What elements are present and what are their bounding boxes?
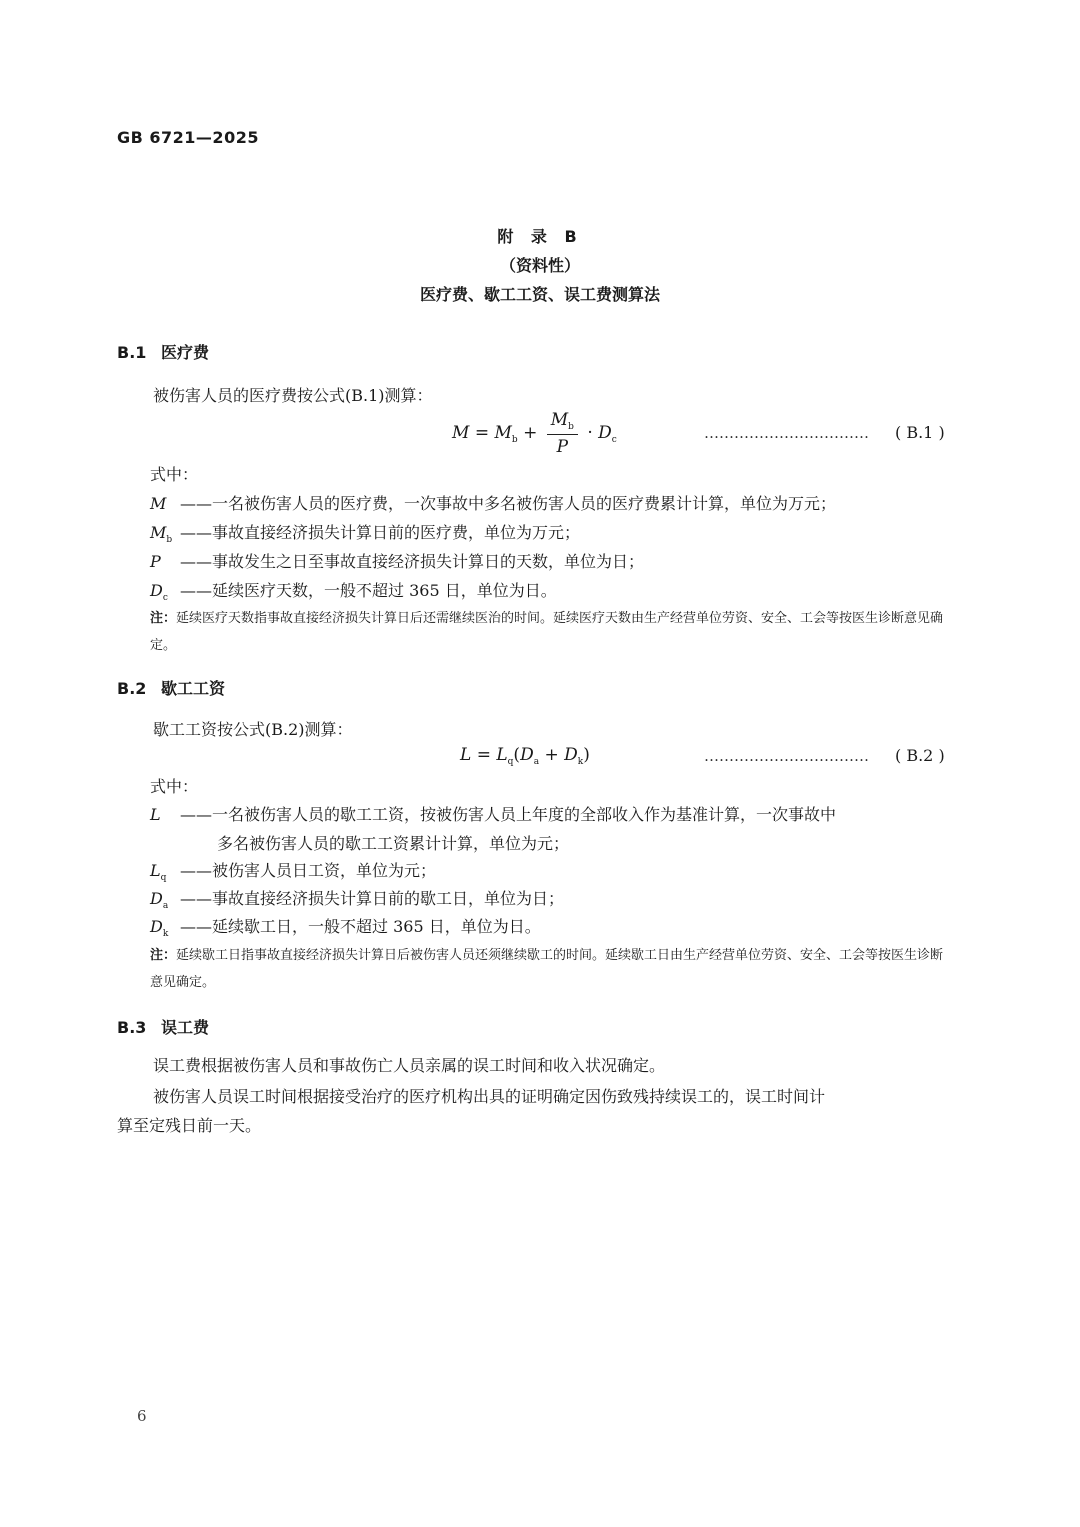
formula-symbol: L <box>460 745 472 765</box>
appendix-title: 附 录 B <box>497 227 583 246</box>
definition-symbol: D <box>150 917 163 936</box>
definition-row <box>150 520 950 545</box>
formula-dot-leader: …………………………… <box>704 424 869 442</box>
where-label: 式中： <box>150 465 199 484</box>
formula-b2 <box>460 745 590 767</box>
formula-b1 <box>452 410 617 457</box>
formula-label: ( B.1 ) <box>895 423 945 442</box>
formula-operator: = <box>476 745 491 765</box>
section-b1-heading <box>117 340 209 363</box>
definition-continuation: 多名被伤害人员的歇工工资累计计算，单位为元； <box>217 834 570 853</box>
section-title: 误工费 <box>161 1018 210 1037</box>
definition-symbol: L <box>150 861 161 880</box>
formula-symbol: D <box>520 745 534 765</box>
definition-text: ——事故直接经济损失计算日前的歇工日，单位为日； <box>180 889 565 908</box>
b3-paragraph-1: 误工费根据被伤害人员和事故伤亡人员亲属的误工时间和收入状况确定。 <box>153 1056 666 1075</box>
definition-symbol: M <box>150 494 167 513</box>
note-text: 延续医疗天数指事故直接经济损失计算日后还需继续医治的时间。延续医疗天数由生产经营单位劳资、安全、工会等按医生诊断意见确定。 <box>150 611 944 653</box>
b1-intro: 被伤害人员的医疗费按公式(B.1)测算： <box>153 386 433 405</box>
definition-symbol: D <box>150 581 163 600</box>
b2-note <box>150 942 950 996</box>
formula-subscript: b <box>511 435 518 445</box>
formula-symbol: D <box>564 745 578 765</box>
formula-subscript: q <box>507 757 514 767</box>
formula-operator: ( <box>513 745 521 765</box>
section-title: 医疗费 <box>161 343 210 362</box>
definition-text: ——事故直接经济损失计算日前的医疗费，单位为万元； <box>180 523 581 542</box>
definition-row <box>150 886 950 911</box>
definition-subscript: b <box>166 535 173 545</box>
definition-subscript: a <box>162 901 169 911</box>
formula-subscript: c <box>611 435 617 445</box>
formula-subscript: a <box>533 757 540 767</box>
definition-row <box>150 914 950 939</box>
section-b3-heading <box>117 1015 209 1038</box>
definition-symbol: P <box>150 552 161 571</box>
definition-subscript: q <box>160 873 167 883</box>
appendix-nature: （资料性） <box>499 256 580 275</box>
formula-subscript: b <box>568 422 574 432</box>
section-b2-heading <box>117 676 225 699</box>
definition-row <box>150 491 950 516</box>
definition-row <box>150 578 950 603</box>
page-number: 6 <box>137 1407 147 1425</box>
b3-paragraph-2-cont: 算至定残日前一天。 <box>117 1116 262 1135</box>
formula-operator: + <box>523 423 538 443</box>
definition-text: ——一名被伤害人员的医疗费，一次事故中多名被伤害人员的医疗费累计计算，单位为万元； <box>180 494 837 513</box>
b2-intro: 歇工工资按公式(B.2)测算： <box>153 720 353 739</box>
formula-dot-leader: …………………………… <box>704 747 869 765</box>
section-title: 歇工工资 <box>161 679 226 698</box>
formula-fraction <box>547 410 578 457</box>
note-label: 注： <box>150 611 177 626</box>
definition-symbol: M <box>150 523 167 542</box>
section-number: B.2 <box>117 679 147 698</box>
where-label: 式中： <box>150 777 199 796</box>
formula-operator: + <box>544 745 559 765</box>
note-text: 延续歇工日指事故直接经济损失计算日后被伤害人员还须继续歇工的时间。延续歇工日由生产经营单位劳资、安全、工会等按医生诊断意见确定。 <box>150 948 944 990</box>
section-number: B.1 <box>117 343 147 362</box>
definition-text: ——被伤害人员日工资，单位为元； <box>180 861 437 880</box>
definition-subscript: k <box>162 929 169 939</box>
definition-text: ——延续歇工日，一般不超过 365 日，单位为日。 <box>180 917 541 936</box>
formula-subscript: k <box>577 757 584 767</box>
formula-operator: · <box>587 423 593 443</box>
formula-label: ( B.2 ) <box>895 746 945 765</box>
section-number: B.3 <box>117 1018 147 1037</box>
definition-row <box>150 549 950 574</box>
formula-symbol: M <box>452 423 470 443</box>
formula-symbol: D <box>598 423 612 443</box>
formula-symbol: L <box>496 745 508 765</box>
definition-row <box>150 858 950 883</box>
definition-text: ——延续医疗天数，一般不超过 365 日，单位为日。 <box>180 581 557 600</box>
standard-code: GB 6721—2025 <box>117 128 259 147</box>
note-label: 注： <box>150 948 177 963</box>
formula-operator: ) <box>583 745 590 765</box>
formula-symbol: M <box>550 410 569 430</box>
definition-symbol: D <box>150 889 163 908</box>
formula-symbol: M <box>494 423 512 443</box>
definition-symbol: L <box>150 805 161 824</box>
formula-operator: = <box>474 423 490 443</box>
definition-text: ——一名被伤害人员的歇工工资，按被伤害人员上年度的全部收入作为基准计算，一次事故中 <box>180 805 837 824</box>
definition-subscript: c <box>162 593 168 603</box>
formula-symbol: P <box>556 437 569 457</box>
appendix-subject: 医疗费、歇工工资、误工费测算法 <box>419 285 660 304</box>
b3-paragraph-2: 被伤害人员误工时间根据接受治疗的医疗机构出具的证明确定因伤致残持续误工的，误工时间计 <box>153 1087 826 1106</box>
definition-row <box>150 802 950 827</box>
definition-text: ——事故发生之日至事故直接经济损失计算日的天数，单位为日； <box>180 552 645 571</box>
b1-note <box>150 605 950 659</box>
